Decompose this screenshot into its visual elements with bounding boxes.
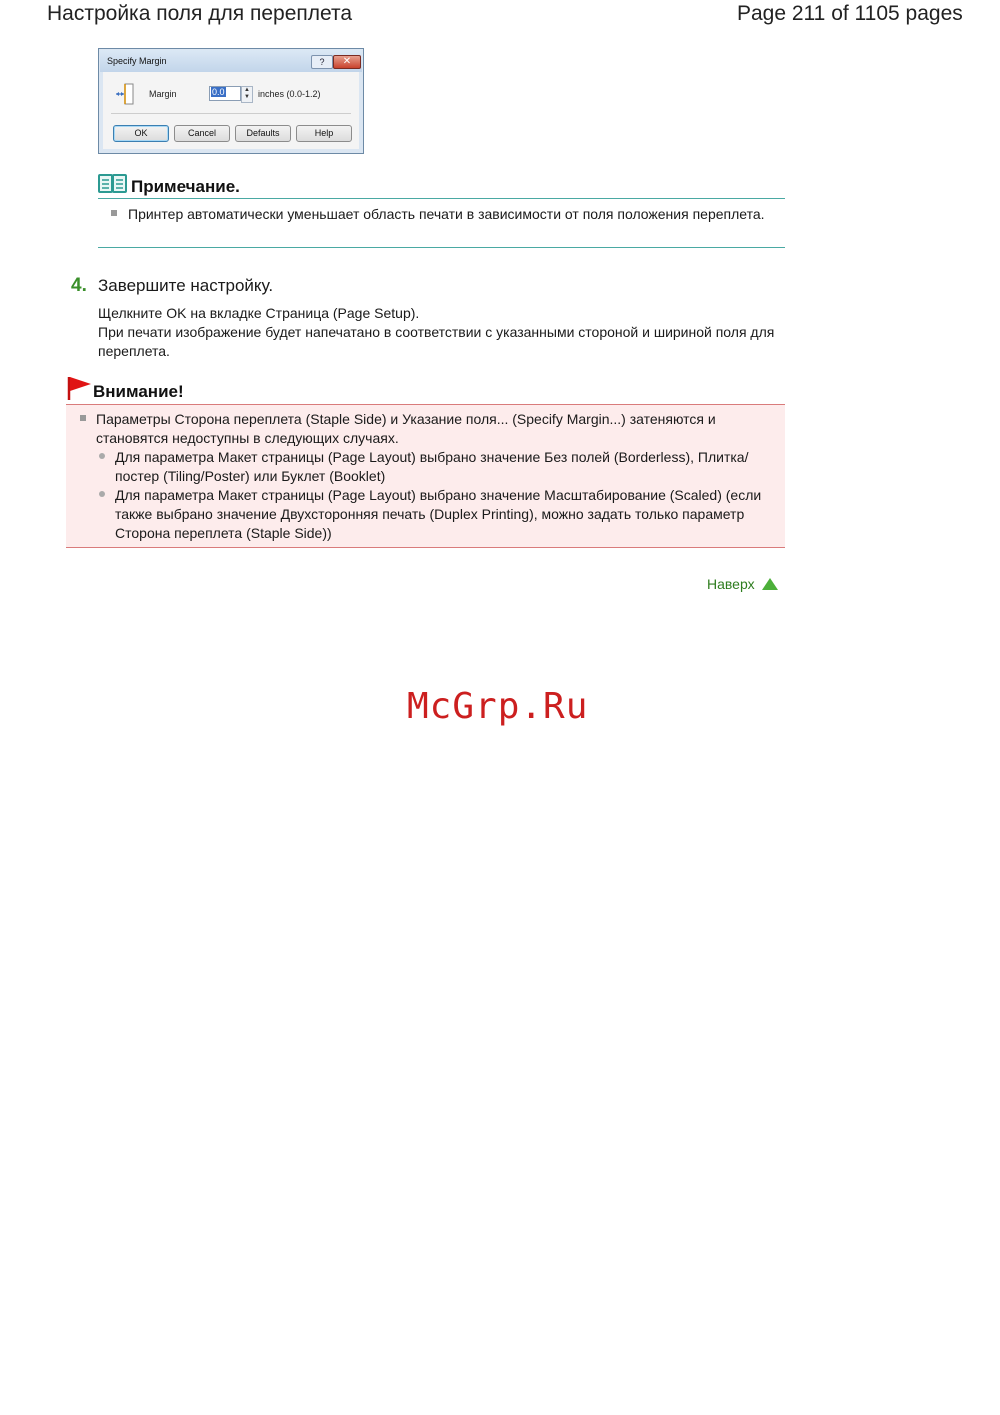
- caution-sub-bullet-2: [99, 491, 105, 497]
- caution-bullet: [80, 415, 86, 421]
- caution-sub-item-1: Для параметра Макет страницы (Page Layout) выбрано значение Без полей (Borderless), Плитка/постер (Tiling/Poster) или Буклет (Booklet): [115, 449, 749, 484]
- watermark: McGrp.Ru: [407, 686, 589, 727]
- red-flag-icon: [66, 375, 92, 401]
- caution-sub-item-2: Для параметра Макет страницы (Page Layout) выбрано значение Масштабирование (Scaled) (если также выбрано значение Двухсторонняя печать (Duplex Printing), можно задать только параметр Сторона переплета (Staple Side)): [115, 487, 762, 541]
- dialog-body: [103, 72, 359, 149]
- dialog-title: Specify Margin: [107, 56, 167, 66]
- dialog-help-title-button[interactable]: ?: [311, 55, 333, 69]
- step-line-2: При печати изображение будет напечатано в соответствии с указанными стороной и шириной поля для переплета.: [98, 324, 775, 359]
- back-to-top-link[interactable]: Наверх: [707, 576, 755, 592]
- margin-label: Margin: [149, 89, 177, 99]
- dialog-close-button[interactable]: ✕: [333, 55, 361, 69]
- step-number: 4.: [71, 275, 87, 296]
- note-heading: Примечание.: [131, 177, 240, 196]
- up-arrow-icon[interactable]: [762, 578, 778, 591]
- step-line-1: Щелкните OK на вкладке Страница (Page Setup).: [98, 305, 420, 321]
- margin-spinner[interactable]: ▲ ▼: [241, 86, 253, 103]
- dialog-titlebar: [100, 50, 362, 72]
- caution-sub-bullet-1: [99, 453, 105, 459]
- step-body: [98, 304, 778, 361]
- note-item: Принтер автоматически уменьшает область печати в зависимости от поля положения переплета.: [128, 206, 765, 222]
- dialog-separator: [111, 113, 351, 114]
- margin-input-value: 0.0: [212, 87, 225, 97]
- help-button[interactable]: Help: [296, 125, 352, 142]
- caution-main-text: Параметры Сторона переплета (Staple Side) и Указание поля... (Specify Margin...) затеняются и становятся недоступны в следующих случаях.: [96, 411, 716, 446]
- caution-heading: Внимание!: [93, 382, 184, 401]
- defaults-button[interactable]: Defaults: [235, 125, 291, 142]
- ok-button[interactable]: OK: [113, 125, 169, 142]
- page-counter: Page 211 of 1105 pages: [737, 2, 963, 25]
- specify-margin-dialog: [98, 48, 364, 154]
- margin-icon: [114, 83, 136, 105]
- page-title: Настройка поля для переплета: [47, 2, 353, 25]
- book-icon: [98, 173, 128, 195]
- margin-input[interactable]: [209, 86, 241, 101]
- note-bullet: [111, 210, 117, 216]
- step-title: Завершите настройку.: [98, 276, 274, 295]
- note-top-rule: [98, 198, 785, 199]
- note-bottom-rule: [98, 247, 785, 248]
- margin-units-label: inches (0.0-1.2): [258, 89, 321, 99]
- cancel-button[interactable]: Cancel: [174, 125, 230, 142]
